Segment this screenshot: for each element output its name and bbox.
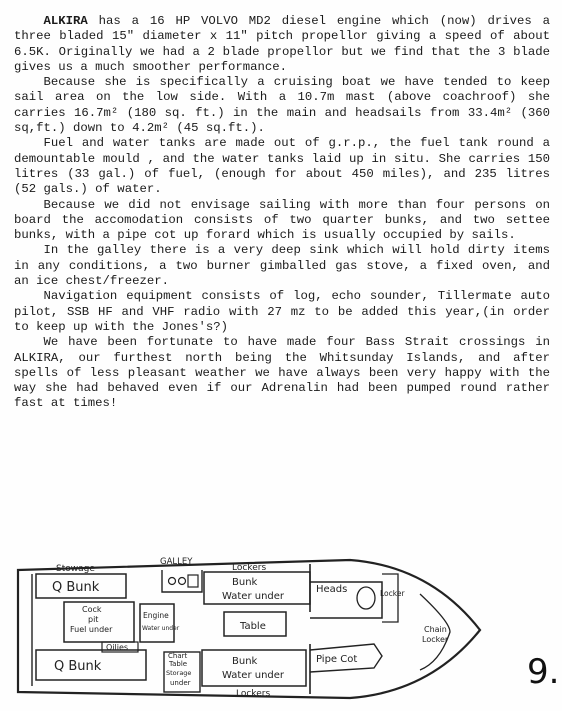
page-number: 9. xyxy=(527,652,560,692)
label-bunk-bottom: Bunk xyxy=(232,656,258,667)
stove-burner-2 xyxy=(179,578,186,585)
label-heads: Heads xyxy=(316,584,348,595)
label-cock: Cock xyxy=(82,605,102,614)
toilet-bowl xyxy=(357,587,375,609)
label-table: Table xyxy=(240,621,266,632)
paragraph-crossings: We have been fortunate to have made four Bass Strait crossings in ALKIRA, our furthest north being the Whitsunday Islands, and after spells of less pleasant weather we have always been very happy with the way she had behaved even if our Adrenalin had been pumped round rather fast at times! xyxy=(14,335,550,411)
label-chart-table: Table xyxy=(169,660,188,668)
paragraph-galley: In the galley there is a very deep sink which will hold dirty items in any conditions, a two burner gimballed gas stove, a fixed oven, and an ice chest/freezer. xyxy=(14,243,550,289)
label-lockers-top: Lockers xyxy=(232,563,267,573)
engine-box xyxy=(140,604,174,642)
label-q-bunk-bottom: Q Bunk xyxy=(54,659,102,674)
paragraph-navigation: Navigation equipment consists of log, echo sounder, Tillermate auto pilot, SSB HF and VHF radio with 27 mz to be added this year,(in order to keep up with the Jones's?) xyxy=(14,289,550,334)
label-pipe-cot: Pipe Cot xyxy=(316,654,358,665)
label-chart-storage: Storage xyxy=(166,669,192,677)
label-chain-locker: Locker xyxy=(422,635,449,644)
label-pit: pit xyxy=(88,615,99,624)
paragraph-sails: Because she is specifically a cruising boat we have tended to keep sail area on the low side. With a 10.7m mast (above coachroof) she carries 16.7m² (180 sq. ft.) in the main and headsails from 33.4m² (360 sq,ft.) down to 4.2m² (45 sq.ft.). xyxy=(14,75,550,136)
label-fuel-under: Fuel under xyxy=(70,625,113,634)
paragraph-accommodation: Because we did not envisage sailing with more than four persons on board the accomodation consists of two quarter bunks, and two settee bunks, with a pipe cot up forard which is usually occupied by sails. xyxy=(14,197,550,243)
label-water-under-top: Water under xyxy=(222,591,285,602)
sink xyxy=(188,575,198,587)
label-q-bunk-top: Q Bunk xyxy=(52,580,100,595)
label-stowage: Stowage xyxy=(56,564,95,574)
label-galley: GALLEY xyxy=(160,557,193,567)
label-engine-water: Water under xyxy=(142,625,180,632)
paragraph-tanks: Fuel and water tanks are made out of g.r.p., the fuel tank round a demountable mould , and the water tanks laid up in situ. She carries 150 litres (33 gal.) of fuel, (enough for about 450 miles), and 235 litres (52 gals.) of water. xyxy=(14,136,550,197)
label-oilies: Oilies xyxy=(106,643,129,652)
boat-layout-diagram xyxy=(10,552,485,704)
label-chain: Chain xyxy=(424,625,447,634)
stove-burner-1 xyxy=(169,578,176,585)
paragraph-engine: ALKIRA has a 16 HP VOLVO MD2 diesel engine which (now) drives a three bladed 15" diameter x 11" pitch propellor giving a speed of about 6.5K. Originally we had a 2 blade propellor but we find that the 3 blade gives us a much smoother performance. xyxy=(14,14,550,74)
label-engine: Engine xyxy=(143,611,169,620)
body-text xyxy=(14,14,550,412)
label-lockers-bottom: Lockers xyxy=(236,689,271,699)
label-chart: Chart xyxy=(168,652,188,660)
label-chart-under: under xyxy=(170,679,191,687)
forward-locker-divider xyxy=(382,574,398,622)
label-locker: Locker xyxy=(380,589,405,598)
label-bunk-top: Bunk xyxy=(232,577,258,588)
label-water-under-bottom: Water under xyxy=(222,670,285,681)
